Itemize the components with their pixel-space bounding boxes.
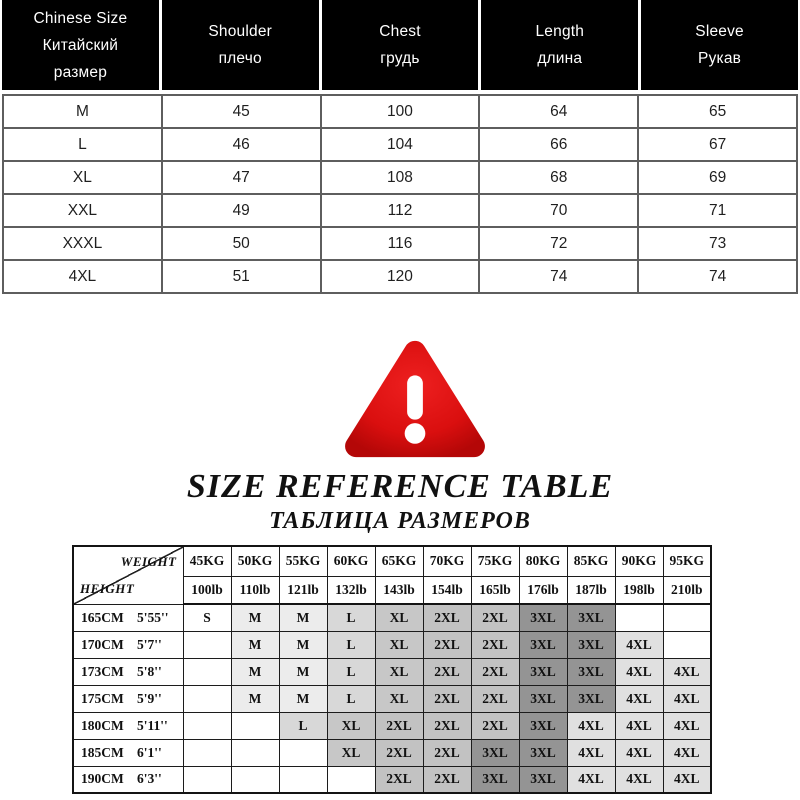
recommended-size-cell: 4XL bbox=[663, 685, 711, 712]
height-label-cell bbox=[73, 766, 183, 793]
column-header-line: грудь bbox=[380, 50, 420, 67]
measurement-value-cell: 68 bbox=[479, 161, 638, 194]
recommended-size-cell: L bbox=[279, 712, 327, 739]
warning-exclamation-triangle-icon bbox=[341, 334, 489, 464]
recommended-size-cell: 3XL bbox=[471, 739, 519, 766]
recommended-size-cell: 3XL bbox=[567, 631, 615, 658]
recommended-size-cell: 3XL bbox=[519, 685, 567, 712]
size-reference-table bbox=[72, 545, 712, 794]
empty-size-cell bbox=[183, 658, 231, 685]
recommended-size-cell: 2XL bbox=[471, 631, 519, 658]
height-cm-label: 185CM bbox=[81, 744, 124, 760]
recommended-size-cell: 4XL bbox=[567, 712, 615, 739]
empty-size-cell bbox=[183, 685, 231, 712]
empty-size-cell bbox=[279, 766, 327, 793]
recommended-size-cell: XL bbox=[327, 712, 375, 739]
empty-size-cell bbox=[279, 739, 327, 766]
column-header-line: Рукав bbox=[698, 50, 742, 67]
measurement-value-cell: 120 bbox=[321, 260, 480, 293]
recommended-size-cell: 2XL bbox=[423, 712, 471, 739]
measurement-row bbox=[3, 95, 797, 128]
size-reference-subtitle: ТАБЛИЦА РАЗМЕРОВ bbox=[269, 508, 531, 534]
recommended-size-cell: 2XL bbox=[471, 604, 519, 631]
measurement-value-cell: 64 bbox=[479, 95, 638, 128]
recommended-size-cell: 4XL bbox=[663, 739, 711, 766]
empty-size-cell bbox=[231, 766, 279, 793]
exclamation-dot bbox=[405, 423, 426, 444]
measurement-value-cell: 116 bbox=[321, 227, 480, 260]
height-ft-label: 5'55'' bbox=[137, 609, 169, 625]
height-label-cell bbox=[73, 685, 183, 712]
recommended-size-cell: 2XL bbox=[423, 685, 471, 712]
weight-lb-cell: 154lb bbox=[423, 576, 471, 604]
weight-kg-row bbox=[73, 546, 711, 576]
recommended-size-cell: 2XL bbox=[375, 766, 423, 793]
height-row bbox=[73, 712, 711, 739]
column-header-line: Length bbox=[535, 23, 585, 40]
recommended-size-cell: XL bbox=[375, 631, 423, 658]
height-label-cell bbox=[73, 712, 183, 739]
measurement-value-cell: 49 bbox=[162, 194, 321, 227]
size-label-cell: XXL bbox=[3, 194, 162, 227]
measurement-table-header bbox=[2, 0, 798, 90]
recommended-size-cell: 2XL bbox=[375, 712, 423, 739]
height-row bbox=[73, 604, 711, 631]
recommended-size-cell: XL bbox=[375, 658, 423, 685]
recommended-size-cell: 4XL bbox=[615, 739, 663, 766]
recommended-size-cell: 2XL bbox=[423, 631, 471, 658]
recommended-size-cell: 3XL bbox=[519, 739, 567, 766]
weight-kg-cell: 50KG bbox=[231, 546, 279, 576]
recommended-size-cell: 2XL bbox=[471, 685, 519, 712]
measurement-table-body bbox=[2, 94, 798, 294]
measurement-value-cell: 47 bbox=[162, 161, 321, 194]
height-label-cell bbox=[73, 604, 183, 631]
measurement-row bbox=[3, 260, 797, 293]
recommended-size-cell: 4XL bbox=[663, 658, 711, 685]
recommended-size-cell: 2XL bbox=[375, 739, 423, 766]
weight-lb-cell: 132lb bbox=[327, 576, 375, 604]
height-ft-label: 5'7'' bbox=[137, 636, 162, 652]
weight-lb-cell: 198lb bbox=[615, 576, 663, 604]
exclamation-bar bbox=[407, 375, 423, 419]
height-cm-label: 165CM bbox=[81, 609, 124, 625]
recommended-size-cell: 4XL bbox=[567, 739, 615, 766]
recommended-size-cell: L bbox=[327, 685, 375, 712]
empty-size-cell bbox=[183, 766, 231, 793]
recommended-size-cell: L bbox=[327, 631, 375, 658]
recommended-size-cell: 4XL bbox=[663, 712, 711, 739]
recommended-size-cell: 2XL bbox=[423, 766, 471, 793]
height-label-cell bbox=[73, 739, 183, 766]
measurement-row bbox=[3, 194, 797, 227]
weight-kg-cell: 85KG bbox=[567, 546, 615, 576]
column-header-line: плечо bbox=[218, 50, 262, 67]
height-row bbox=[73, 658, 711, 685]
measurement-value-cell: 70 bbox=[479, 194, 638, 227]
measurement-value-cell: 67 bbox=[638, 128, 797, 161]
weight-kg-cell: 60KG bbox=[327, 546, 375, 576]
recommended-size-cell: 4XL bbox=[615, 766, 663, 793]
measurement-value-cell: 73 bbox=[638, 227, 797, 260]
height-row bbox=[73, 766, 711, 793]
recommended-size-cell: 4XL bbox=[663, 766, 711, 793]
recommended-size-cell: M bbox=[231, 685, 279, 712]
height-label-cell bbox=[73, 631, 183, 658]
weight-kg-cell: 45KG bbox=[183, 546, 231, 576]
recommended-size-cell: XL bbox=[375, 604, 423, 631]
measurement-value-cell: 51 bbox=[162, 260, 321, 293]
weight-kg-cell: 55KG bbox=[279, 546, 327, 576]
column-header-line: Chest bbox=[379, 23, 421, 40]
recommended-size-cell: M bbox=[279, 631, 327, 658]
height-cm-label: 180CM bbox=[81, 717, 124, 733]
weight-lb-cell: 121lb bbox=[279, 576, 327, 604]
measurement-value-cell: 74 bbox=[479, 260, 638, 293]
column-header bbox=[2, 0, 159, 90]
column-header-line: Sleeve bbox=[695, 23, 744, 40]
measurement-value-cell: 46 bbox=[162, 128, 321, 161]
height-row bbox=[73, 685, 711, 712]
recommended-size-cell: 3XL bbox=[567, 604, 615, 631]
empty-size-cell bbox=[183, 739, 231, 766]
column-header bbox=[162, 0, 319, 90]
recommended-size-cell: 4XL bbox=[615, 658, 663, 685]
height-label-cell bbox=[73, 658, 183, 685]
height-axis-label: HEIGHT bbox=[80, 580, 135, 596]
size-reference-title: SIZE REFERENCE TABLE bbox=[186, 468, 614, 505]
empty-size-cell bbox=[183, 712, 231, 739]
weight-lb-cell: 143lb bbox=[375, 576, 423, 604]
recommended-size-cell: 4XL bbox=[567, 766, 615, 793]
measurement-value-cell: 104 bbox=[321, 128, 480, 161]
empty-size-cell bbox=[231, 739, 279, 766]
measurement-table bbox=[2, 0, 798, 294]
size-label-cell: XL bbox=[3, 161, 162, 194]
recommended-size-cell: 3XL bbox=[567, 685, 615, 712]
weight-kg-cell: 80KG bbox=[519, 546, 567, 576]
recommended-size-cell: 4XL bbox=[615, 685, 663, 712]
weight-height-corner-cell bbox=[73, 546, 183, 604]
height-ft-label: 5'9'' bbox=[137, 690, 162, 706]
column-header-line: длина bbox=[537, 50, 583, 67]
height-row bbox=[73, 631, 711, 658]
measurement-value-cell: 50 bbox=[162, 227, 321, 260]
measurement-value-cell: 45 bbox=[162, 95, 321, 128]
weight-kg-cell: 70KG bbox=[423, 546, 471, 576]
weight-axis-label: WEIGHT bbox=[120, 554, 177, 569]
recommended-size-cell: 2XL bbox=[423, 658, 471, 685]
column-header bbox=[322, 0, 479, 90]
empty-size-cell bbox=[327, 766, 375, 793]
recommended-size-cell: 2XL bbox=[423, 604, 471, 631]
height-cm-label: 170CM bbox=[81, 636, 124, 652]
warning-triangle-svg bbox=[341, 334, 489, 464]
height-ft-label: 5'8'' bbox=[137, 663, 162, 679]
height-row bbox=[73, 739, 711, 766]
recommended-size-cell: 3XL bbox=[567, 658, 615, 685]
recommended-size-cell: L bbox=[327, 658, 375, 685]
recommended-size-cell: 2XL bbox=[471, 712, 519, 739]
recommended-size-cell: 2XL bbox=[423, 739, 471, 766]
empty-size-cell bbox=[663, 631, 711, 658]
recommended-size-cell: M bbox=[279, 685, 327, 712]
weight-kg-cell: 65KG bbox=[375, 546, 423, 576]
measurement-row bbox=[3, 227, 797, 260]
recommended-size-cell: 3XL bbox=[519, 631, 567, 658]
weight-kg-cell: 95KG bbox=[663, 546, 711, 576]
recommended-size-cell: 3XL bbox=[519, 604, 567, 631]
measurement-value-cell: 112 bbox=[321, 194, 480, 227]
recommended-size-cell: XL bbox=[327, 739, 375, 766]
weight-lb-cell: 110lb bbox=[231, 576, 279, 604]
height-ft-label: 6'1'' bbox=[137, 744, 162, 760]
empty-size-cell bbox=[231, 712, 279, 739]
empty-size-cell bbox=[615, 604, 663, 631]
recommended-size-cell: L bbox=[327, 604, 375, 631]
weight-lb-cell: 187lb bbox=[567, 576, 615, 604]
weight-lb-cell: 100lb bbox=[183, 576, 231, 604]
measurement-value-cell: 108 bbox=[321, 161, 480, 194]
column-header-line: Chinese Size bbox=[33, 9, 128, 27]
recommended-size-cell: M bbox=[231, 604, 279, 631]
recommended-size-cell: 4XL bbox=[615, 712, 663, 739]
column-header-line: Shoulder bbox=[208, 23, 273, 40]
weight-lb-cell: 210lb bbox=[663, 576, 711, 604]
height-cm-label: 173CM bbox=[81, 663, 124, 679]
size-label-cell: L bbox=[3, 128, 162, 161]
weight-lb-cell: 165lb bbox=[471, 576, 519, 604]
recommended-size-cell: M bbox=[279, 604, 327, 631]
recommended-size-cell: 2XL bbox=[471, 658, 519, 685]
recommended-size-cell: 3XL bbox=[519, 658, 567, 685]
empty-size-cell bbox=[663, 604, 711, 631]
measurement-value-cell: 71 bbox=[638, 194, 797, 227]
size-label-cell: 4XL bbox=[3, 260, 162, 293]
recommended-size-cell: M bbox=[279, 658, 327, 685]
column-header bbox=[641, 0, 798, 90]
measurement-value-cell: 69 bbox=[638, 161, 797, 194]
column-header bbox=[481, 0, 638, 90]
measurement-row bbox=[3, 128, 797, 161]
recommended-size-cell: 3XL bbox=[519, 766, 567, 793]
measurement-value-cell: 65 bbox=[638, 95, 797, 128]
measurement-value-cell: 74 bbox=[638, 260, 797, 293]
measurement-row bbox=[3, 161, 797, 194]
recommended-size-cell: XL bbox=[375, 685, 423, 712]
weight-kg-cell: 75KG bbox=[471, 546, 519, 576]
weight-lb-cell: 176lb bbox=[519, 576, 567, 604]
measurement-value-cell: 100 bbox=[321, 95, 480, 128]
weight-kg-cell: 90KG bbox=[615, 546, 663, 576]
measurement-value-cell: 72 bbox=[479, 227, 638, 260]
recommended-size-cell: 3XL bbox=[471, 766, 519, 793]
height-ft-label: 6'3'' bbox=[137, 771, 162, 787]
height-cm-label: 175CM bbox=[81, 690, 124, 706]
empty-size-cell bbox=[183, 631, 231, 658]
height-cm-label: 190CM bbox=[81, 771, 124, 787]
size-label-cell: XXXL bbox=[3, 227, 162, 260]
height-ft-label: 5'11'' bbox=[137, 717, 168, 733]
measurement-value-cell: 66 bbox=[479, 128, 638, 161]
recommended-size-cell: 4XL bbox=[615, 631, 663, 658]
column-header-line: размер bbox=[53, 63, 108, 81]
recommended-size-cell: M bbox=[231, 658, 279, 685]
size-label-cell: M bbox=[3, 95, 162, 128]
recommended-size-cell: S bbox=[183, 604, 231, 631]
recommended-size-cell: 3XL bbox=[519, 712, 567, 739]
recommended-size-cell: M bbox=[231, 631, 279, 658]
column-header-line: Китайский bbox=[42, 36, 119, 54]
